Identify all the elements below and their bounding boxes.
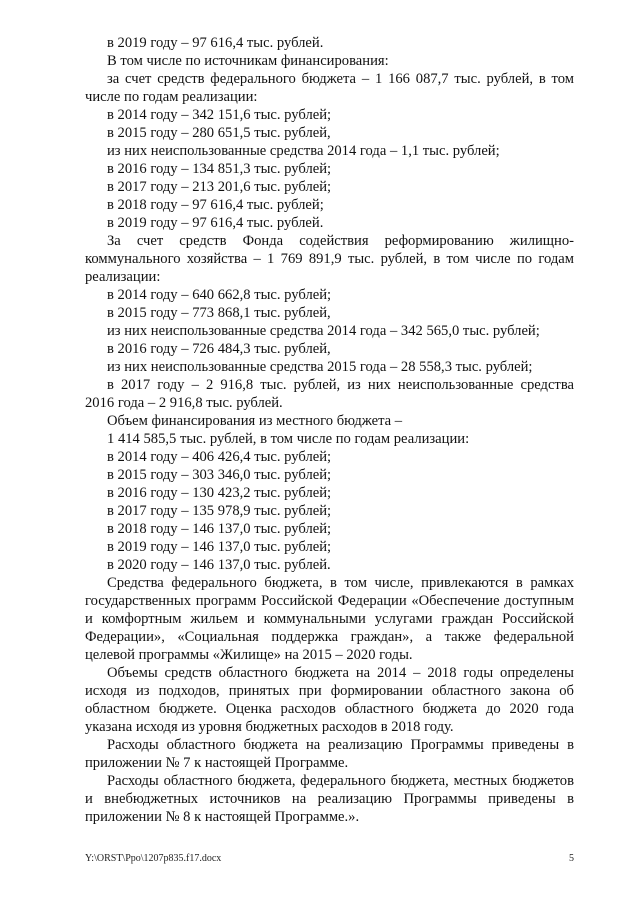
text-line: за счет средств федерального бюджета – 1 166 087,7 тыс. рублей, в том	[107, 71, 574, 87]
text-line: Объем финансирования из местного бюджета –	[107, 413, 403, 429]
text-line: в 2017 году – 213 201,6 тыс. рублей;	[107, 179, 332, 195]
funding-paragraphs	[85, 574, 574, 826]
paragraph-appendix-8: Расходы областного бюджета, федерального бюджета, местных бюджетов и внебюджетных источников на реализацию Программы приведены в приложении № 8 к настоящей Программе.».	[85, 773, 574, 825]
text-line: 2016 года – 2 916,8 тыс. рублей.	[85, 395, 283, 411]
text-line: в 2016 году – 134 851,3 тыс. рублей;	[107, 161, 332, 177]
text-line: в 2015 году – 773 868,1 тыс. рублей,	[107, 305, 331, 321]
text-line: в 2014 году – 406 426,4 тыс. рублей;	[107, 449, 332, 465]
text-line: в 2019 году – 146 137,0 тыс. рублей;	[107, 539, 332, 555]
text-line: реализации:	[85, 269, 161, 285]
text-line: в 2015 году – 280 651,5 тыс. рублей,	[107, 125, 331, 141]
text-line: в 2014 году – 342 151,6 тыс. рублей;	[107, 107, 332, 123]
text-line: За счет средств Фонда содействия реформированию жилищно-	[107, 233, 574, 249]
page-number: 5	[569, 853, 574, 864]
text-line: в 2020 году – 146 137,0 тыс. рублей.	[107, 557, 331, 573]
text-line: В том числе по источникам финансирования:	[107, 53, 389, 69]
footer-file-path: Y:\ORST\Ppo\1207p835.f17.docx	[85, 853, 222, 864]
funding-lines	[85, 34, 574, 574]
text-line: в 2018 году – 97 616,4 тыс. рублей;	[107, 197, 324, 213]
text-line: в 2016 году – 130 423,2 тыс. рублей;	[107, 485, 332, 501]
text-line: в 2018 году – 146 137,0 тыс. рублей;	[107, 521, 332, 537]
paragraph-appendix-7: Расходы областного бюджета на реализацию Программы приведены в приложении № 7 к настоящей Программе.	[85, 737, 574, 771]
paragraph-federal-programs: Средства федерального бюджета, в том числе, привлекаются в рамках государственных программ Российской Федерации «Обеспечение доступным и комфортным жильем и коммунальными услугами граждан Российской Федерации», «Социальная поддержка граждан», а также федеральной целевой программы «Жилище» на 2015 – 2020 годы.	[85, 575, 574, 663]
text-line: числе по годам реализации:	[85, 89, 258, 105]
text-line: в 2017 году – 135 978,9 тыс. рублей;	[107, 503, 332, 519]
text-line: из них неиспользованные средства 2014 года – 342 565,0 тыс. рублей;	[107, 323, 540, 339]
document-body	[85, 34, 574, 826]
text-line: в 2015 году – 303 346,0 тыс. рублей;	[107, 467, 332, 483]
text-line: из них неиспользованные средства 2015 года – 28 558,3 тыс. рублей;	[107, 359, 533, 375]
paragraph-regional-volumes: Объемы средств областного бюджета на 2014 – 2018 годы определены исходя из подходов, принятых при формировании областного закона об областном бюджете. Оценка расходов областного бюджета до 2020 года указана исходя из уровня бюджетных расходов в 2018 году.	[85, 665, 574, 735]
text-line: коммунального хозяйства – 1 769 891,9 тыс. рублей, в том числе по годам	[85, 251, 574, 267]
text-line: в 2019 году – 97 616,4 тыс. рублей.	[107, 35, 324, 51]
text-line: в 2017 году – 2 916,8 тыс. рублей, из них неиспользованные средства	[107, 377, 574, 393]
text-line: из них неиспользованные средства 2014 года – 1,1 тыс. рублей;	[107, 143, 500, 159]
text-line: в 2019 году – 97 616,4 тыс. рублей.	[107, 215, 324, 231]
text-line: 1 414 585,5 тыс. рублей, в том числе по годам реализации:	[107, 431, 470, 447]
text-line: в 2016 году – 726 484,3 тыс. рублей,	[107, 341, 331, 357]
text-line: в 2014 году – 640 662,8 тыс. рублей;	[107, 287, 332, 303]
